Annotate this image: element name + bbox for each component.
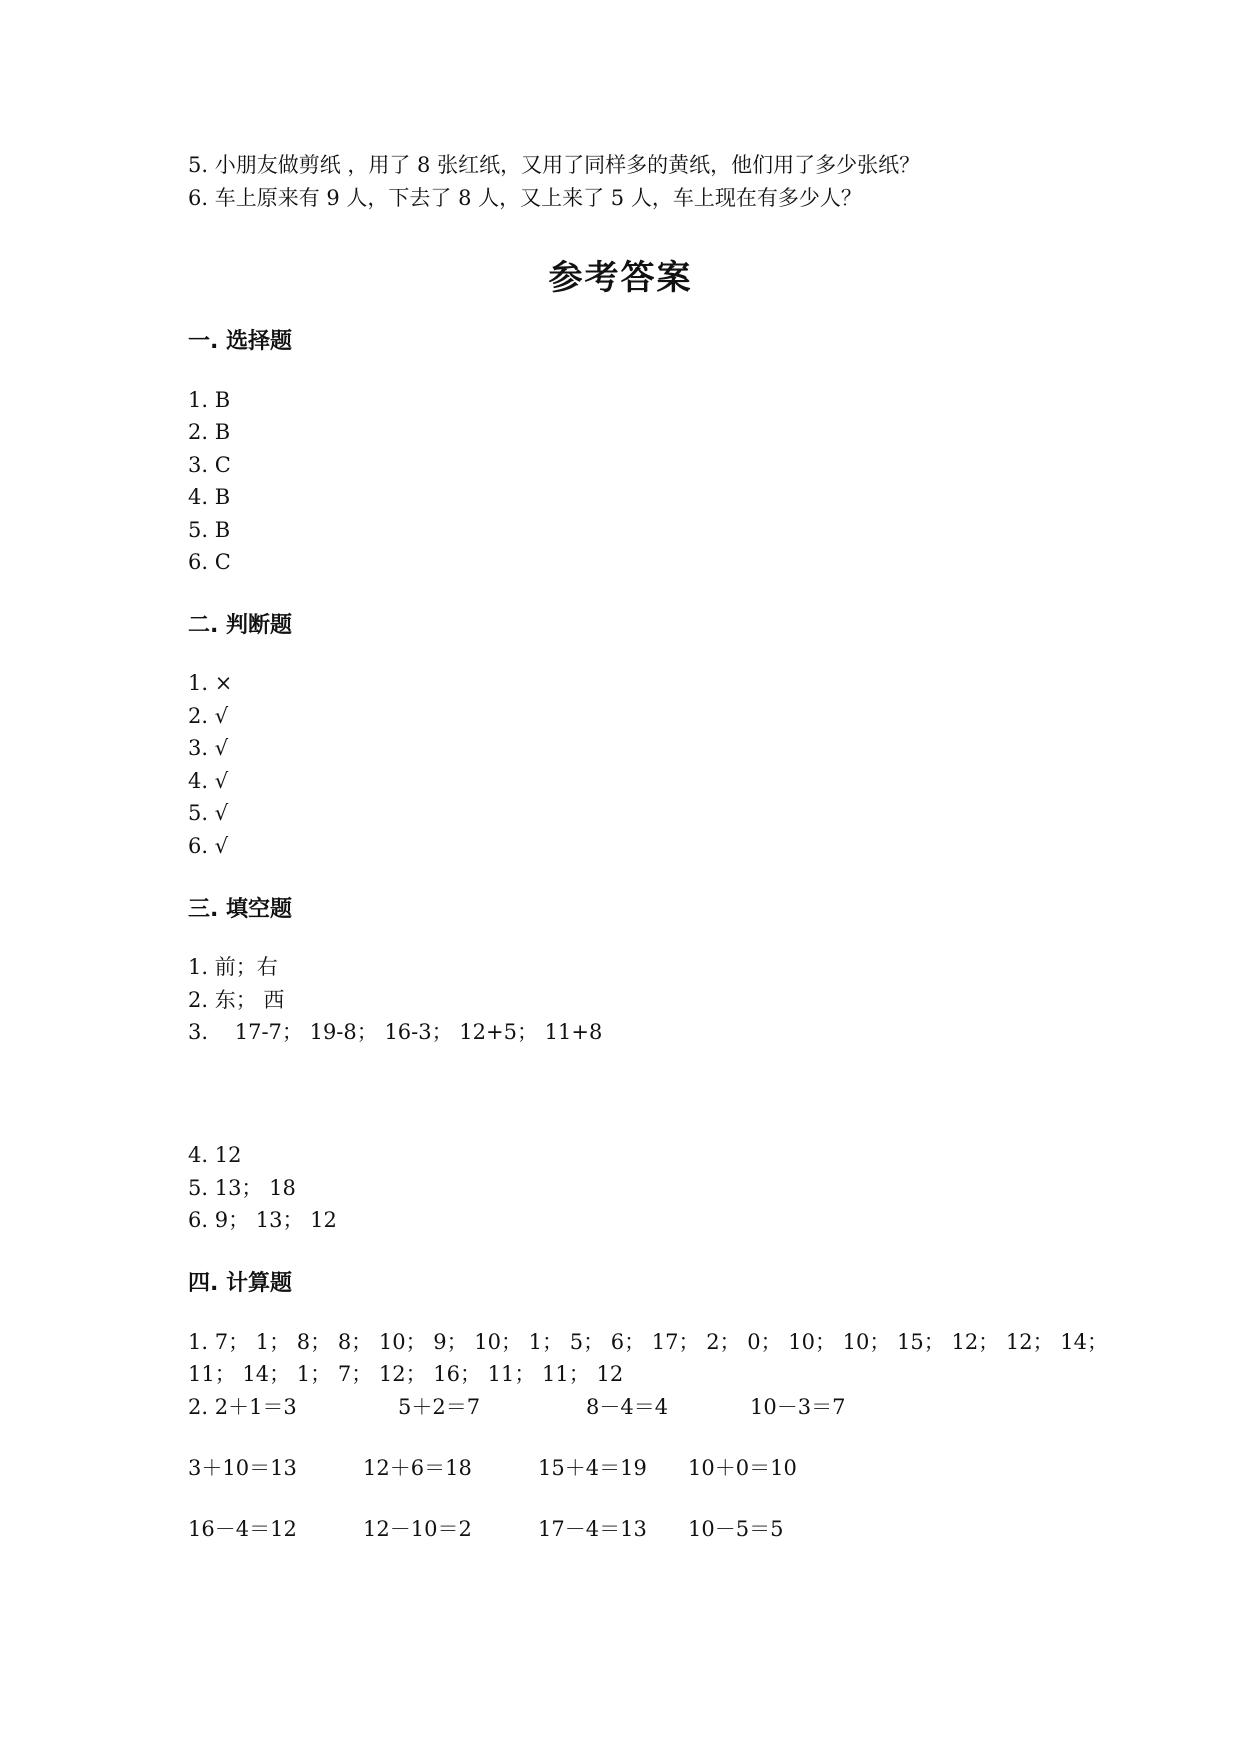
fill-answer-1: 1. 前；右 <box>188 955 278 979</box>
choice-answer-2: 2. B <box>188 420 231 444</box>
calc-equation: 10＋0＝10 <box>688 1456 797 1480</box>
section-judge-heading: 二. 判断题 <box>188 613 293 638</box>
judge-answer-5: 5. √ <box>188 801 229 825</box>
fill-answer-5: 5. 13； 18 <box>188 1176 296 1200</box>
calc-equation: 16－4＝12 <box>188 1517 297 1541</box>
question-5: 5. 小朋友做剪纸 ，用了 8 张红纸，又用了同样多的黄纸，他们用了多少张纸？ <box>188 153 921 177</box>
calc-answer-1-line-1: 1. 7； 1； 8； 8； 10； 9； 10； 1； 5； 6； 17； 2； 0； 10； 10； 15； 12； 12； 14； <box>188 1330 1108 1354</box>
fill-answer-6: 6. 9； 13； 12 <box>188 1208 337 1232</box>
choice-answer-6: 6. C <box>188 550 231 574</box>
calc-equation: 12－10＝2 <box>363 1517 472 1541</box>
question-6: 6. 车上原来有 9 人，下去了 8 人，又上来了 5 人，车上现在有多少人？ <box>188 186 862 210</box>
choice-answer-5: 5. B <box>188 518 231 542</box>
calc-equation: 5＋2＝7 <box>398 1395 481 1419</box>
judge-answer-1: 1. × <box>188 671 233 695</box>
section-calc-heading: 四. 计算题 <box>188 1271 293 1296</box>
calc-equation: 12＋6＝18 <box>363 1456 472 1480</box>
calc-equation: 3＋10＝13 <box>188 1456 297 1480</box>
answers-title: 参考答案 <box>548 258 693 298</box>
calc-equation: 17－4＝13 <box>538 1517 647 1541</box>
fill-answer-4: 4. 12 <box>188 1143 242 1167</box>
choice-answer-3: 3. C <box>188 453 231 477</box>
choice-answer-4: 4. B <box>188 485 231 509</box>
fill-answer-3: 3. 17-7； 19-8； 16-3； 12+5； 11+8 <box>188 1020 603 1044</box>
section-choice-heading: 一. 选择题 <box>188 329 293 354</box>
choice-answer-1: 1. B <box>188 388 231 412</box>
calc-equation: 15＋4＝19 <box>538 1456 647 1480</box>
calc-equation: 10－3＝7 <box>750 1395 846 1419</box>
section-fill-heading: 三. 填空题 <box>188 897 293 922</box>
judge-answer-6: 6. √ <box>188 834 229 858</box>
calc-equation: 8－4＝4 <box>586 1395 669 1419</box>
calc-answer-1-line-2: 11； 14； 1； 7； 12； 16； 11； 11； 12 <box>188 1362 624 1386</box>
judge-answer-3: 3. √ <box>188 736 229 760</box>
calc-equation: 2. 2＋1＝3 <box>188 1395 297 1419</box>
calc-equation: 10－5＝5 <box>688 1517 784 1541</box>
fill-answer-2: 2. 东； 西 <box>188 988 285 1012</box>
judge-answer-2: 2. √ <box>188 704 229 728</box>
judge-answer-4: 4. √ <box>188 769 229 793</box>
